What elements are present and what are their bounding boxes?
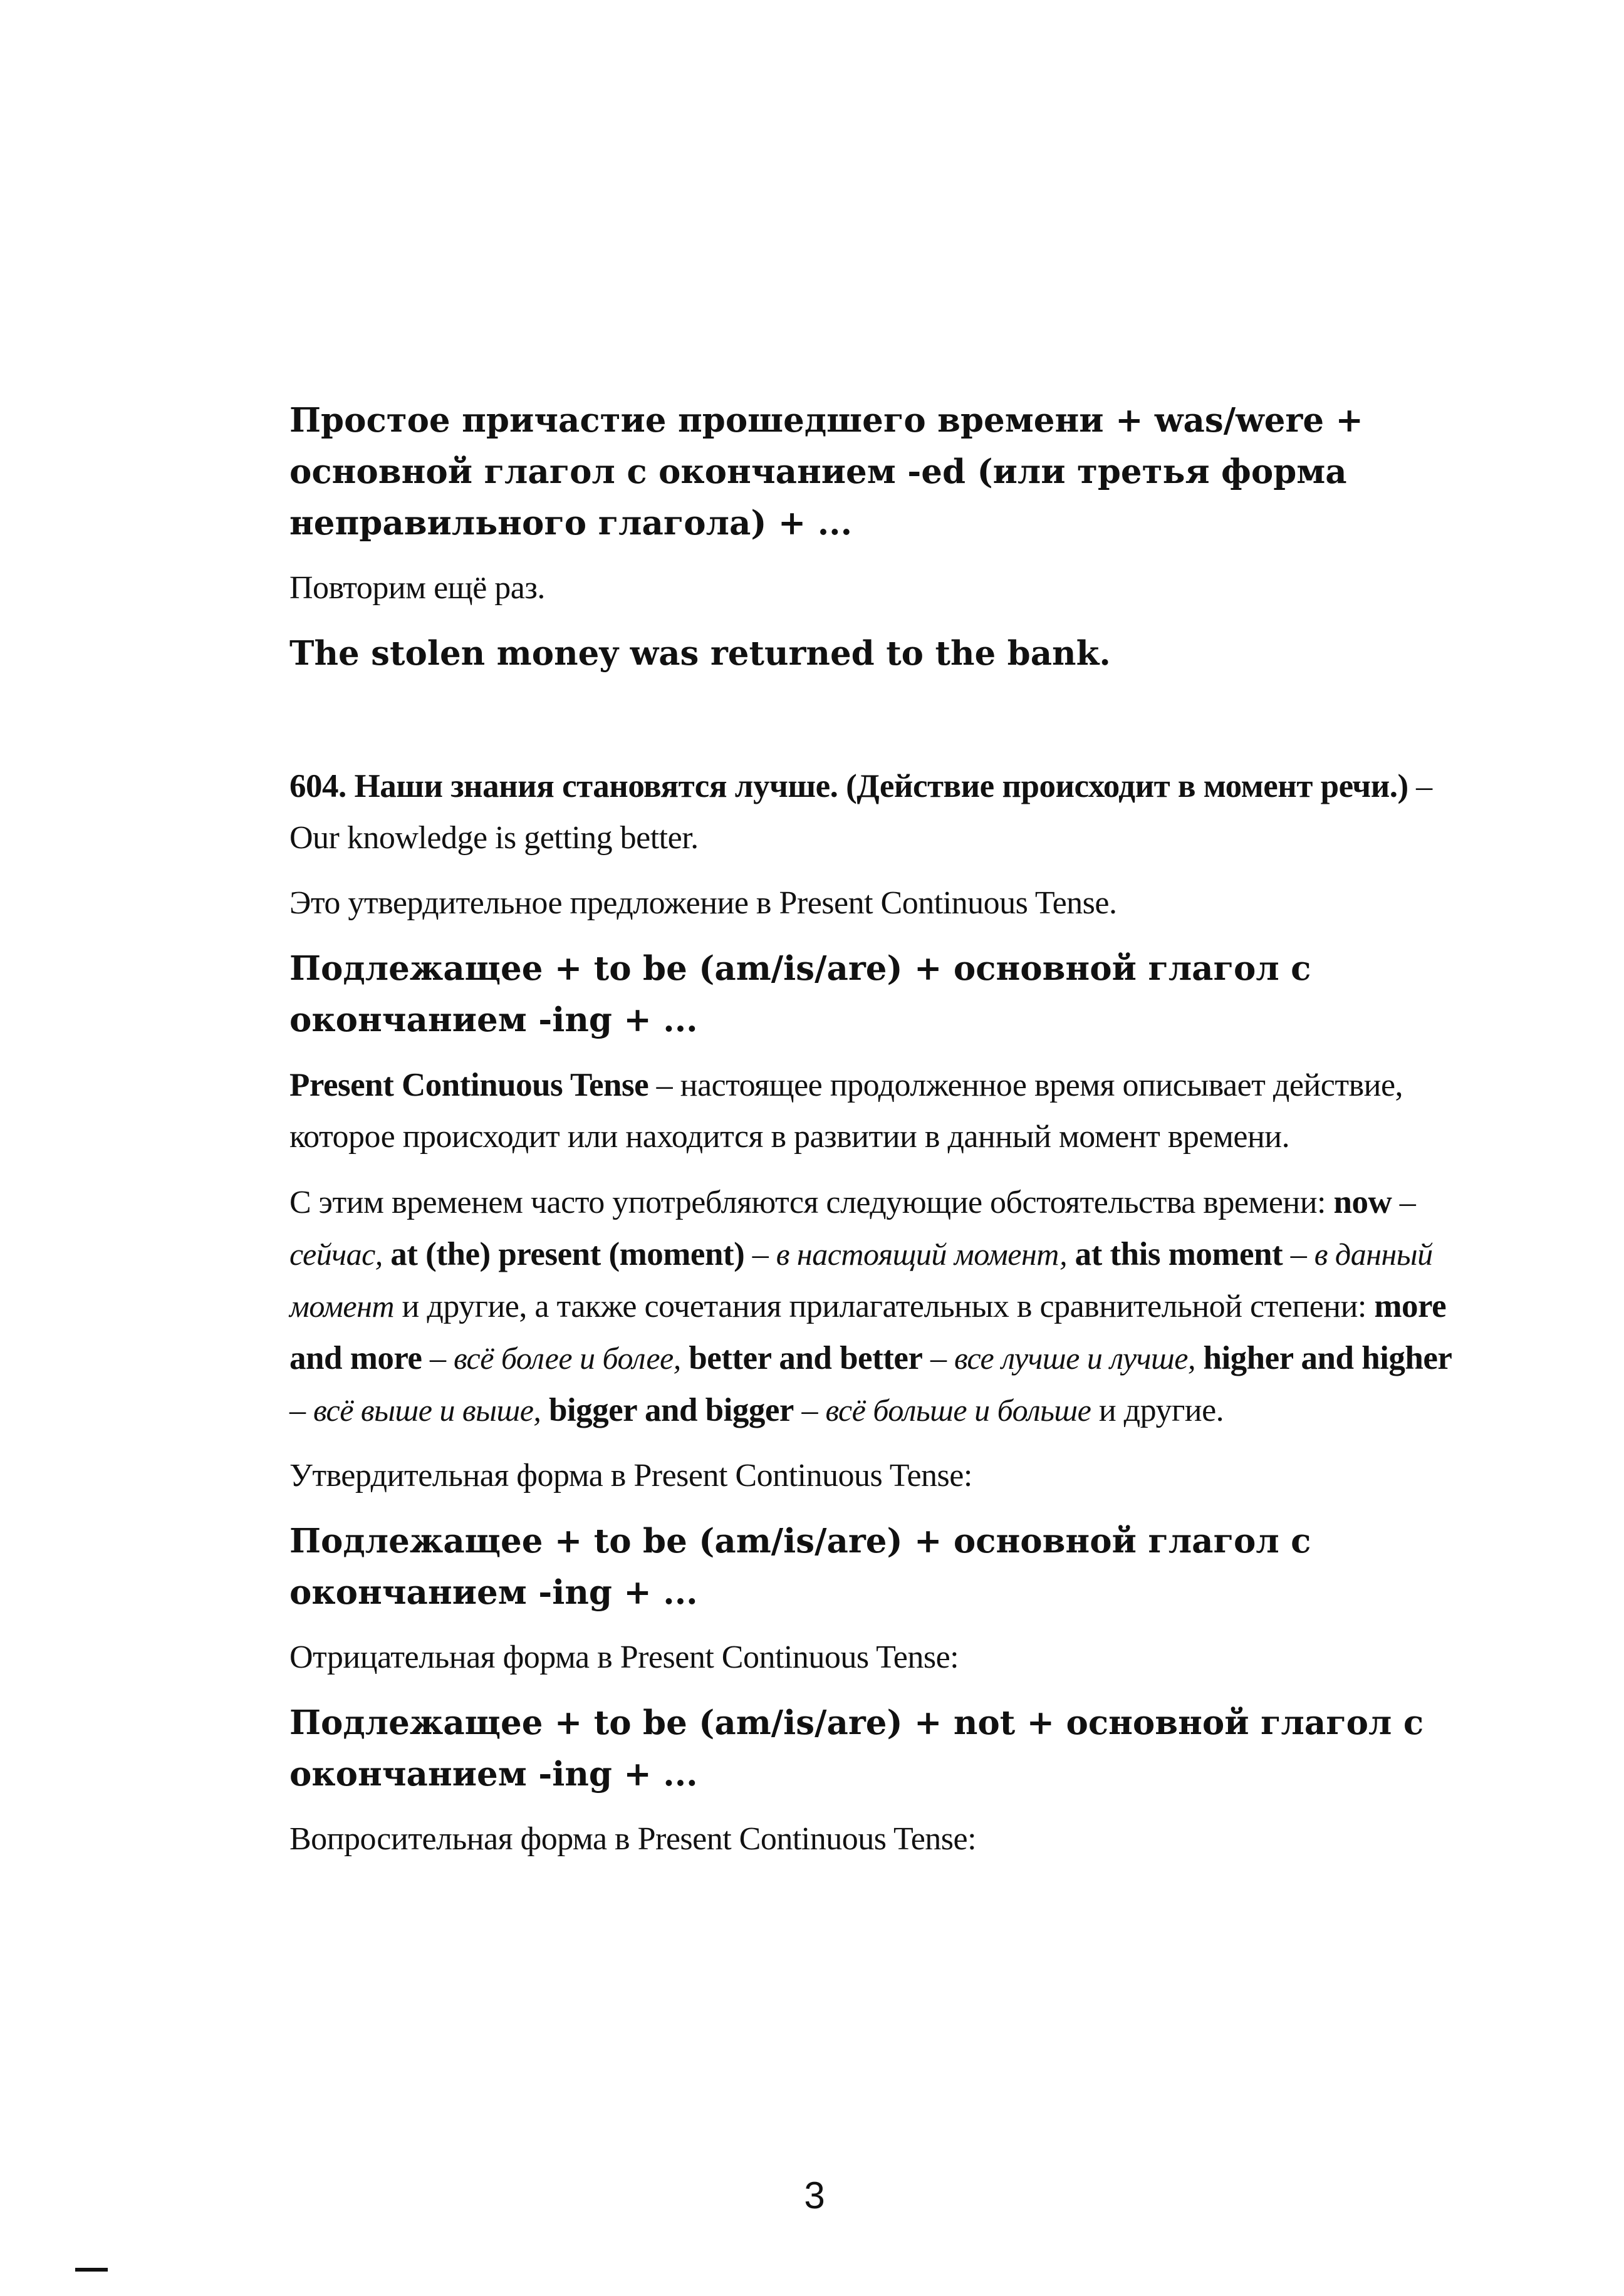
dash: – xyxy=(744,1237,776,1272)
affirmative-form-heading: Утвердительная форма в Present Continuous Tense: xyxy=(289,1458,972,1493)
term-at-present: at (the) present (moment) xyxy=(390,1236,745,1272)
exercise-604-dash: – xyxy=(1408,769,1432,804)
space xyxy=(541,1393,549,1428)
space xyxy=(1067,1237,1075,1272)
translation-bigger-and-bigger: всё больше и больше xyxy=(825,1393,1091,1428)
text-span: и другие. xyxy=(1091,1393,1224,1428)
term-better-and-better: better and better xyxy=(689,1340,923,1376)
negative-form-heading: Отрицательная форма в Present Continuous Tense: xyxy=(289,1639,959,1675)
dash: – xyxy=(1392,1185,1416,1220)
term-at-this-moment: at this moment xyxy=(1075,1236,1283,1272)
interrogative-form-heading: Вопросительная форма в Present Continuous Tense: xyxy=(289,1821,977,1857)
translation-higher-and-higher: всё выше и выше, xyxy=(313,1393,541,1428)
text-span: и другие, а также сочетания прилагательных в сравнительной степени: xyxy=(394,1289,1375,1324)
corner-mark xyxy=(75,2268,108,2272)
formula-negative: Подлежащее + to be (am/is/are) + not + основной глагол с окончанием -ing + ... xyxy=(289,1703,1424,1794)
translation-at-present: в настоящий момент, xyxy=(776,1237,1068,1272)
dash: – xyxy=(1283,1237,1314,1272)
time-adverbials-paragraph xyxy=(289,1177,1467,1436)
exercise-604-title: 604. Наши знания становятся лучше. (Действие происходит в момент речи.) xyxy=(289,768,1408,804)
tense-definition-text: – настоящее продолженное время описывает действие, которое происходит или находится в развитии в данный момент времени. xyxy=(289,1067,1403,1155)
page-number: 3 xyxy=(804,2174,825,2216)
exercise-604-translation: Our knowledge is getting better. xyxy=(289,820,699,856)
translation-more-and-more: всё более и более, xyxy=(453,1341,681,1376)
term-now: now xyxy=(1333,1184,1392,1220)
text-span: С этим временем часто употребляются следующие обстоятельства времени: xyxy=(289,1185,1334,1220)
space xyxy=(681,1341,689,1376)
term-bigger-and-bigger: bigger and bigger xyxy=(548,1392,794,1428)
dash: – xyxy=(289,1393,313,1428)
dash: – xyxy=(793,1393,826,1428)
document-page xyxy=(289,395,1467,1865)
dash: – xyxy=(922,1341,954,1376)
sentence-type-note: Это утвердительное предложение в Present Continuous Tense. xyxy=(289,885,1117,921)
term-more-and-more: more and more xyxy=(289,1288,1447,1376)
space xyxy=(383,1237,391,1272)
example-sentence: The stolen money was returned to the bank. xyxy=(289,634,1111,673)
space xyxy=(1195,1341,1204,1376)
tense-definition xyxy=(289,1059,1467,1163)
tense-name: Present Continuous Tense xyxy=(289,1067,649,1103)
exercise-604 xyxy=(289,761,1467,864)
formula-present-continuous: Подлежащее + to be (am/is/are) + основной глагол с окончанием -ing + ... xyxy=(289,949,1311,1039)
term-higher-and-higher: higher and higher xyxy=(1203,1340,1452,1376)
translation-better-and-better: все лучше и лучше, xyxy=(954,1341,1195,1376)
dash: – xyxy=(422,1341,454,1376)
formula-affirmative: Подлежащее + to be (am/is/are) + основной глагол с окончанием -ing + ... xyxy=(289,1522,1311,1612)
translation-now: сейчас, xyxy=(289,1237,383,1272)
formula-passive-past: Простое причастие прошедшего времени + was/were + основной глагол с окончанием -ed (или третья форма неправильного глагола) + ... xyxy=(289,401,1363,543)
translation-at-this-moment: в данный момент xyxy=(289,1237,1433,1324)
repeat-note: Повторим ещё раз. xyxy=(289,570,545,606)
